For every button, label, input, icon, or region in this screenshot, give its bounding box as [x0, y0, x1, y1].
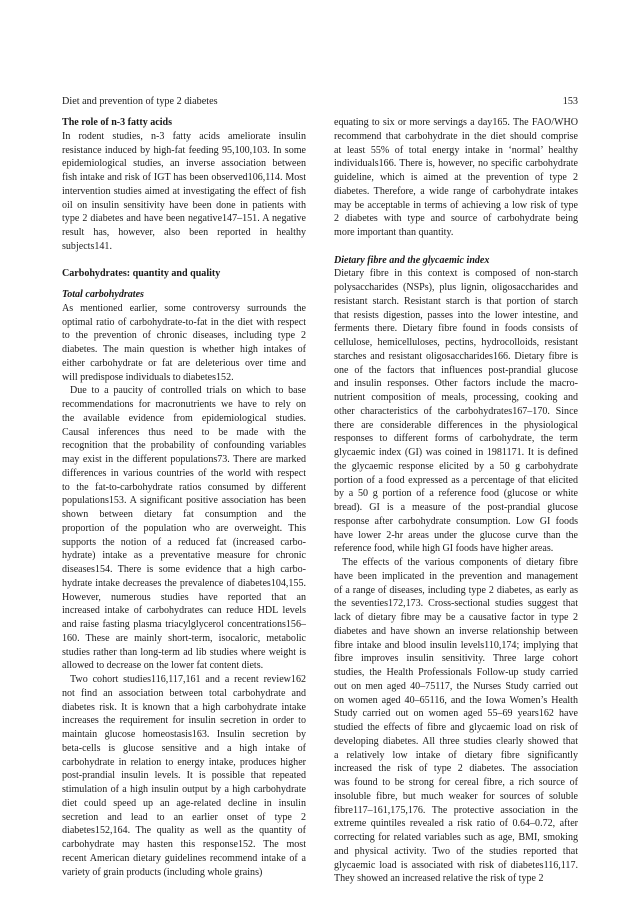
text-line: one of the factors that influences post-prandial glucose	[334, 364, 578, 376]
text-line: at least 55% of total energy intake in ‘normal’ healthy	[334, 144, 578, 156]
text-line: 160. These are mainly short-term, isocaloric, metabolic	[62, 632, 306, 644]
text-line: They showed an increased relative the risk of type 2	[334, 873, 544, 885]
text-line: shown between dietary fat consumption and the	[62, 509, 306, 520]
text-line: glycaemic index (GI) was coined in 1981171. It is defined	[334, 447, 578, 458]
text-line: the seventies172,173. Cross-sectional studies suggest that	[334, 598, 578, 610]
text-line: result has, however, also been reported in healthy	[62, 227, 306, 238]
text-line: there are considerable differences in the physiological	[334, 419, 578, 431]
text-line: variety of grain products (including whole grains)	[62, 866, 263, 878]
text-line: the available evidence from epidemiological studies.	[62, 412, 306, 424]
page-number: 153	[562, 96, 578, 107]
text-line: and raise fasting plasma triacylglycerol concentrations156–	[62, 619, 306, 630]
text-line: The effects of the various components of dietary fibre	[342, 557, 578, 568]
text-line: on women aged 40–65116, and the Iowa Women’s Health	[334, 694, 578, 706]
text-line: nutrient composition of meals, processing, cooking and	[334, 392, 578, 403]
text-line: subjects141.	[62, 240, 112, 252]
paragraph-cohort-studies	[62, 673, 306, 879]
section-heading-carbohydrates: Carbohydrates: quantity and quality	[62, 268, 221, 280]
text-line: and physical activity. Two of the studies reported that	[334, 845, 578, 857]
text-line: responses to different forms of carbohydrate, the term	[334, 433, 578, 445]
text-line: type 2 diabetes and have been negative147–151. A negative	[62, 213, 306, 225]
paragraph-servings	[334, 116, 578, 240]
text-line: recommend that carbohydrate in the diet should comprise	[334, 130, 578, 142]
section-heading-n3: The role of n-3 fatty acids	[62, 117, 173, 128]
text-line: diabetes risk. It is known that a high carbohydrate intake	[62, 701, 306, 713]
text-line: equating to six or more servings a day165. The FAO/WHO	[334, 117, 578, 128]
text-line: fibre improves insulin sensitivity. Three large cohort	[334, 653, 578, 665]
text-line: studies rather than long-term ad lib studies where weight is	[62, 646, 306, 658]
text-line: response after carbohydrate consumption. Low GI foods	[334, 515, 578, 527]
text-line: individuals166. There is, however, no specific carbohydrate	[334, 158, 578, 170]
text-line: recent American dietary guidelines recommend intake of a	[62, 852, 306, 864]
paragraph-epidemiology	[62, 384, 306, 673]
text-line: Study carried out on women aged 55–69 years162 have	[334, 708, 578, 720]
text-line: by a 50 g portion of a reference food (glucose or white	[334, 488, 578, 500]
text-line: recognition that the probability of confounding variables	[62, 440, 306, 452]
paragraph-n3	[62, 130, 306, 254]
text-line: to the fat-to-carbohydrate ratios consumed by different	[62, 481, 306, 493]
text-line: epidemiological studies, an inverse association between	[62, 158, 306, 170]
text-line: recommendations for macronutrients we have to rely on	[62, 399, 306, 410]
text-line: carbohydrate may hasten this response152. The most	[62, 839, 306, 850]
text-line: Dietary fibre in this context is composed of non-starch	[334, 268, 578, 280]
text-line: not find an association between total carbohydrate and	[62, 687, 306, 699]
text-line: Causal inferences thus need to be made with the	[62, 426, 306, 438]
section-heading-fibre-gi: Dietary fibre and the glycaemic index	[334, 254, 490, 266]
text-line: polysaccharides (NSPs), plus lignin, oligosaccharides and	[334, 282, 578, 293]
text-line: diabetes. Therefore, a wide range of carbohydrate intakes	[334, 185, 578, 197]
text-line: guideline, which is aimed at the prevention of type 2	[334, 172, 578, 183]
text-line: may be acceptable in terms of achieving a low risk of type	[334, 199, 578, 211]
text-line: out on men aged 40–75117, the Nurses Study carried out	[334, 680, 578, 692]
subsection-heading-total-carbohydrates: Total carbohydrates	[62, 289, 144, 300]
paragraph-carb-ratio	[62, 302, 306, 385]
text-line: more important than quantity.	[334, 227, 454, 238]
text-line: the glycaemic response elicited by a 50 g carbohydrate	[334, 460, 578, 472]
text-line: fish intake and risk of IGT has been observed106,114. Most	[62, 172, 306, 183]
text-line: may exist in the different populations73. There are marked	[62, 454, 306, 465]
paragraph-fibre-definition	[334, 267, 578, 556]
text-line: studied the effects of fibre and glycaemic load on risk of	[334, 722, 578, 733]
left-column	[62, 116, 306, 879]
text-line: cellulose, hemicelluloses, pectins, hydrocolloids, resistant	[334, 337, 578, 348]
text-line: have been implicated in the prevention and management	[334, 570, 578, 582]
text-line: secretion and lead to an earlier onset of type 2	[62, 811, 306, 823]
text-line: post-prandial insulin levels. It is possible that repeated	[62, 770, 306, 782]
text-line: portion of a food expressed as a percentage of that elicited	[334, 474, 578, 486]
text-line: to the prevention of chronic diseases, including type 2	[62, 330, 306, 342]
text-line: ferments there. Dietary fibre found in foods consists of	[334, 323, 578, 335]
text-line: As mentioned earlier, some controversy surrounds the	[62, 302, 306, 314]
text-line: extreme quintiles revealed a risk ratio of 0.64–0.72, after	[334, 818, 578, 830]
text-line: bread). GI is a measure of the post-prandial glucose	[334, 502, 578, 513]
text-line: hydrate) intake as a preventative measure for chronic	[62, 550, 306, 562]
text-line: beta-cells is glucose sensitive and a high intake of	[62, 742, 306, 754]
text-line: increases the requirement for insulin secretion in order to	[62, 715, 306, 727]
text-line: lack of dietary fibre may be a causative factor in type 2	[334, 612, 578, 623]
paragraph-fibre-effects	[334, 556, 578, 886]
text-line: insoluble fibre, but much weaker for sources of soluble	[334, 790, 578, 802]
text-line: resistant starch. Resistant starch is that portion of starch	[334, 295, 578, 307]
text-line: have lower 2-hr areas under the glucose curve than the	[334, 529, 578, 541]
text-line: hydrate intake decreases the prevalence of diabetes104,155.	[62, 577, 306, 589]
text-line: that resists digestion, passes into the lower intestine, and	[334, 309, 578, 321]
text-line: other characteristics of the carbohydrates167–170. Since	[334, 405, 578, 417]
text-line: stimulation of a high insulin output by a high carbohydrate	[62, 784, 306, 795]
right-column	[334, 116, 578, 886]
text-line: fibre117–161,175,176. The protective association in the	[334, 804, 578, 816]
text-line: increased intake of carbohydrates can reduce HDL levels	[62, 605, 306, 617]
text-line: proportion of the population who are overweight. This	[62, 522, 306, 534]
text-line: optimal ratio of carbohydrate-to-fat in the diet with respect	[62, 316, 306, 328]
text-line: populations153. A significant positive association has been	[62, 495, 306, 507]
text-line: will predispose individuals to diabetes152.	[62, 371, 234, 383]
text-line: starches and resistant oligosaccharides166. Dietary fibre is	[334, 350, 578, 362]
text-line: diabetes152,164. The quality as well as the quantity of	[62, 825, 306, 837]
text-line: resistance induced by high-fat feeding 95,100,103. In some	[62, 144, 306, 156]
text-line: a relatively low intake of dietary fibre significantly	[334, 749, 578, 761]
text-line: Due to a paucity of controlled trials on which to base	[70, 385, 306, 397]
text-line: However, numerous studies have reported that an	[62, 591, 306, 603]
text-line: developing diabetes. All three studies clearly showed that	[334, 735, 578, 747]
text-line: intervention studies aimed at investigating the effect of fish	[62, 185, 306, 197]
running-title: Diet and prevention of type 2 diabetes	[62, 96, 218, 107]
text-line: diet could speed up an age-related decline in insulin	[62, 797, 306, 809]
text-line: maintain glucose homeostasis163. Insulin secretion by	[62, 729, 306, 740]
text-line: differences in various countries of the world with respect	[62, 467, 306, 479]
text-line: supports the notion of a reduced fat (increased carbo-	[62, 536, 306, 548]
text-line: and insulin responses. Other factors include the macro-	[334, 378, 578, 390]
text-line: diabetes. The main question is whether high intakes of	[62, 344, 306, 355]
text-line: increased the risk of type 2 diabetes. The association	[334, 763, 578, 775]
text-line: diabetes and have shown an inverse relationship between	[334, 625, 578, 637]
text-line: was found to be strong for cereal fibre, a rich source of	[334, 777, 578, 788]
text-line: studies, the Health Professionals Follow-up study carried	[334, 667, 578, 678]
text-line: carbohydrate in relation to energy intake, produces higher	[62, 756, 306, 768]
text-line: allowed to decrease on the lower fat content diets.	[62, 660, 264, 672]
text-line: In rodent studies, n-3 fatty acids ameliorate insulin	[62, 130, 306, 142]
text-line: correcting for related variables such as age, BMI, smoking	[334, 832, 578, 843]
text-line: glycaemic load is associated with risk of diabetes116,117.	[334, 859, 578, 871]
text-line: 2 diabetes with type and source of carbohydrate being	[334, 213, 578, 225]
text-line: fibre intake and blood insulin levels110,174; implying that	[334, 639, 578, 651]
text-line: reference food, while high GI foods have higher areas.	[334, 543, 554, 555]
text-line: either carbohydrate or fat are deleterious over time and	[62, 357, 306, 369]
text-line: Two cohort studies116,117,161 and a recent review162	[70, 674, 306, 685]
text-line: oil on insulin sensitivity have been done in patients with	[62, 199, 306, 211]
text-line: diseases154. There is some evidence that a high carbo-	[62, 564, 306, 575]
running-header	[62, 95, 578, 109]
text-line: of a range of diseases, including type 2 diabetes, as early as	[334, 584, 578, 596]
